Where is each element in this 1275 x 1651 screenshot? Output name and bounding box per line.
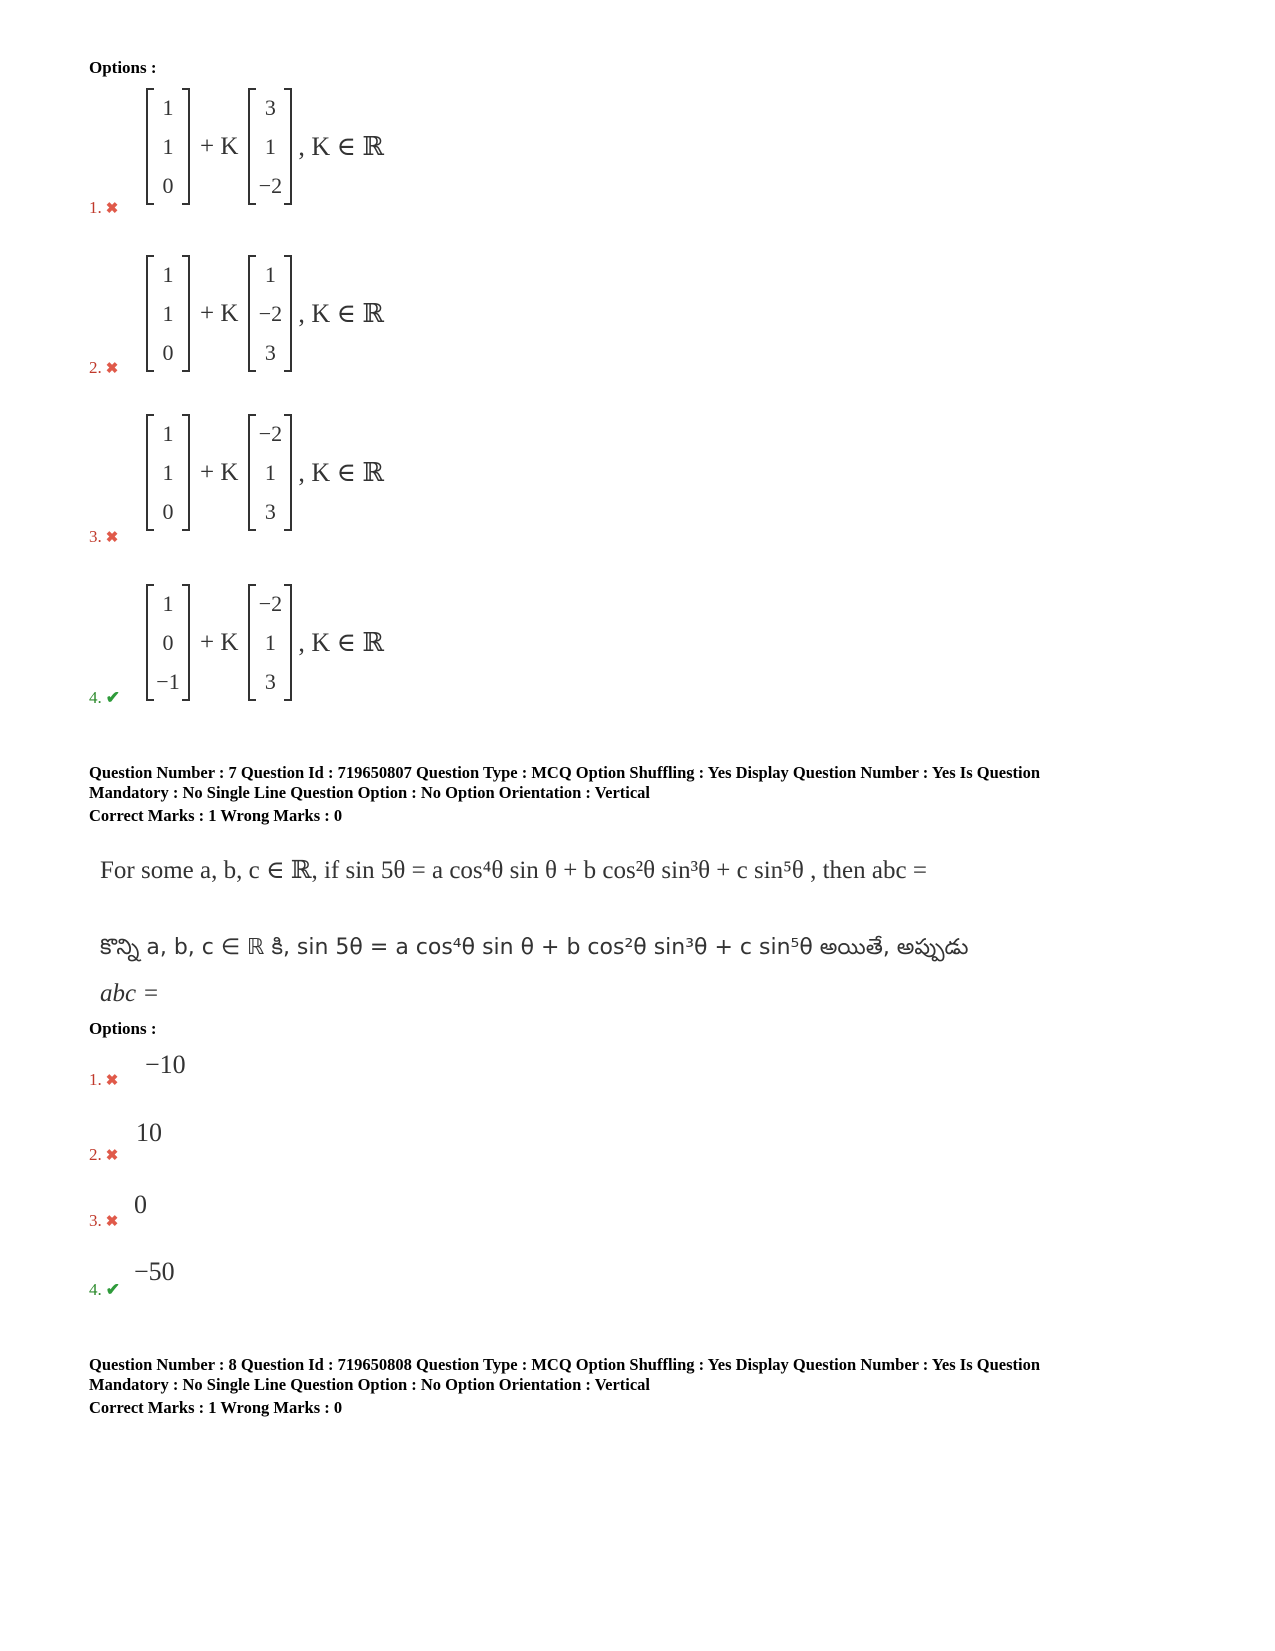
option-number-label: 4. [89,1280,102,1299]
option-number [89,688,120,708]
operator-text: + K [200,628,239,656]
vector-entry: 1 [162,134,174,159]
cross-icon: ✖ [105,1214,119,1230]
vector-entry: 0 [162,499,174,524]
option-expression[interactable] [146,584,384,701]
check-icon: ✔ [105,1280,120,1299]
operator-text: + K [200,299,239,327]
question-meta-line-2: Mandatory : No Single Line Question Option : No Option Orientation : Vertical [89,783,651,802]
options-label: Options : [89,58,157,77]
option-number [89,1145,118,1165]
question-meta-line-1: Question Number : 8 Question Id : 719650808 Question Type : MCQ Option Shuffling : Yes Display Question Number : Yes Is Question [89,1355,1040,1374]
question-meta-line-1: Question Number : 7 Question Id : 719650807 Question Type : MCQ Option Shuffling : Yes Display Question Number : Yes Is Question [89,763,1040,782]
option-number [89,198,118,218]
option-number-label: 3. [89,1211,102,1230]
option-expression[interactable] [146,414,384,531]
option-number-label: 2. [89,358,102,377]
parameter-text: , K ∈ ℝ [298,131,385,161]
option-number [89,1211,118,1231]
vector-entry: 1 [162,460,174,485]
vector-entry: 3 [264,95,276,120]
vector-entry: −1 [156,669,180,694]
question-marks: Correct Marks : 1 Wrong Marks : 0 [89,806,343,825]
vector-entry: 0 [162,340,174,365]
question-text-telugu: కొన్ని a, b, c ∈ ℝ కి, sin 5θ = a cos⁴θ sin θ + b cos²θ sin³θ + c sin⁵θ అయితే, అప్పుడు [100,935,969,960]
option-number [89,1280,120,1300]
vector-b [248,255,292,372]
vector-a [146,255,190,372]
check-icon: ✔ [105,688,120,707]
option-expression[interactable] [146,255,384,372]
vector-entry: 0 [162,173,174,198]
cross-icon: ✖ [105,530,119,546]
operator-text: + K [200,458,239,486]
option-number-label: 1. [89,1070,102,1089]
vector-entry: −2 [258,301,283,326]
cross-icon: ✖ [105,1073,119,1089]
option-value[interactable]: 10 [136,1118,162,1147]
vector-entry: 1 [162,591,174,616]
vector-entry: 1 [264,134,276,159]
vector-entry: 0 [162,630,174,655]
question-text-telugu-tail: abc = [100,980,160,1007]
vector-entry: 1 [162,301,174,326]
vector-b [248,584,292,701]
option-expression[interactable] [146,88,384,205]
option-number-label: 3. [89,527,102,546]
question-meta [89,763,1199,803]
vector-entry: 1 [162,95,174,120]
vector-a [146,88,190,205]
vector-entry: 1 [162,421,174,446]
option-value[interactable]: 0 [134,1190,147,1219]
parameter-text: , K ∈ ℝ [298,298,385,328]
operator-text: + K [200,132,239,160]
option-value[interactable]: −50 [134,1257,175,1286]
option-number-label: 4. [89,688,102,707]
vector-entry: 3 [264,499,276,524]
vector-entry: 1 [264,460,276,485]
vector-entry: −2 [258,173,283,198]
option-number-label: 2. [89,1145,102,1164]
vector-entry: 1 [264,630,276,655]
cross-icon: ✖ [105,361,119,377]
option-value[interactable]: −10 [145,1050,186,1079]
vector-b [248,414,292,531]
vector-entry: −2 [258,421,283,446]
question-text-english: For some a, b, c ∈ ℝ, if sin 5θ = a cos⁴θ sin θ + b cos²θ sin³θ + c sin⁵θ , then abc = [100,857,927,884]
parameter-text: , K ∈ ℝ [298,457,385,487]
option-number [89,1070,118,1090]
vector-a [146,584,190,701]
cross-icon: ✖ [105,1148,119,1164]
vector-a [146,414,190,531]
vector-b [248,88,292,205]
parameter-text: , K ∈ ℝ [298,627,385,657]
option-number [89,527,118,547]
cross-icon: ✖ [105,201,119,217]
options-label: Options : [89,1019,157,1038]
vector-entry: 1 [264,262,276,287]
vector-entry: −2 [258,591,283,616]
vector-entry: 1 [162,262,174,287]
option-number [89,358,118,378]
question-marks: Correct Marks : 1 Wrong Marks : 0 [89,1398,343,1417]
question-meta-line-2: Mandatory : No Single Line Question Option : No Option Orientation : Vertical [89,1375,651,1394]
question-meta [89,1355,1199,1395]
vector-entry: 3 [264,340,276,365]
option-number-label: 1. [89,198,102,217]
vector-entry: 3 [264,669,276,694]
